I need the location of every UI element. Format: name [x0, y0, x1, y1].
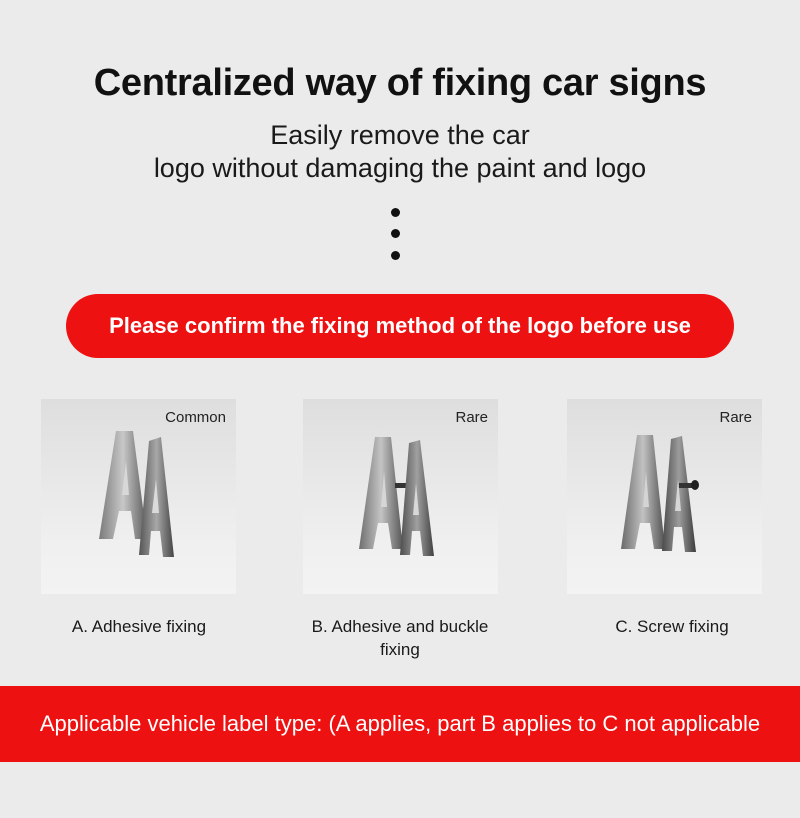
method-card-buckle	[303, 399, 498, 594]
method-caption-screw: C. Screw fixing	[615, 617, 729, 636]
method-tag: Common	[165, 409, 226, 426]
applicability-banner	[0, 686, 800, 762]
subtitle-line-2: logo without damaging the paint and logo	[153, 153, 647, 183]
method-card-adhesive	[41, 399, 236, 594]
method-caption-buckle: B. Adhesive and buckle fixing	[311, 617, 489, 659]
notice-text: Please confirm the fixing method of the logo before use	[109, 313, 691, 338]
method-tag: Rare	[719, 409, 752, 426]
letter-a-screw-image	[567, 399, 762, 594]
applicability-text: Applicable vehicle label type: (A applies, part B applies to C not applicable	[39, 711, 761, 736]
method-caption-adhesive: A. Adhesive fixing	[71, 617, 207, 636]
dot-3	[391, 251, 400, 260]
notice-pill	[66, 294, 734, 358]
page-title: Centralized way of fixing car signs	[93, 62, 707, 104]
letter-a-buckle-image	[303, 399, 498, 594]
method-card-screw	[567, 399, 762, 594]
dot-2	[391, 229, 400, 238]
method-tag: Rare	[455, 409, 488, 426]
subtitle-line-1: Easily remove the car	[270, 120, 530, 150]
dot-1	[391, 208, 400, 217]
letter-a-adhesive-image	[41, 399, 236, 594]
